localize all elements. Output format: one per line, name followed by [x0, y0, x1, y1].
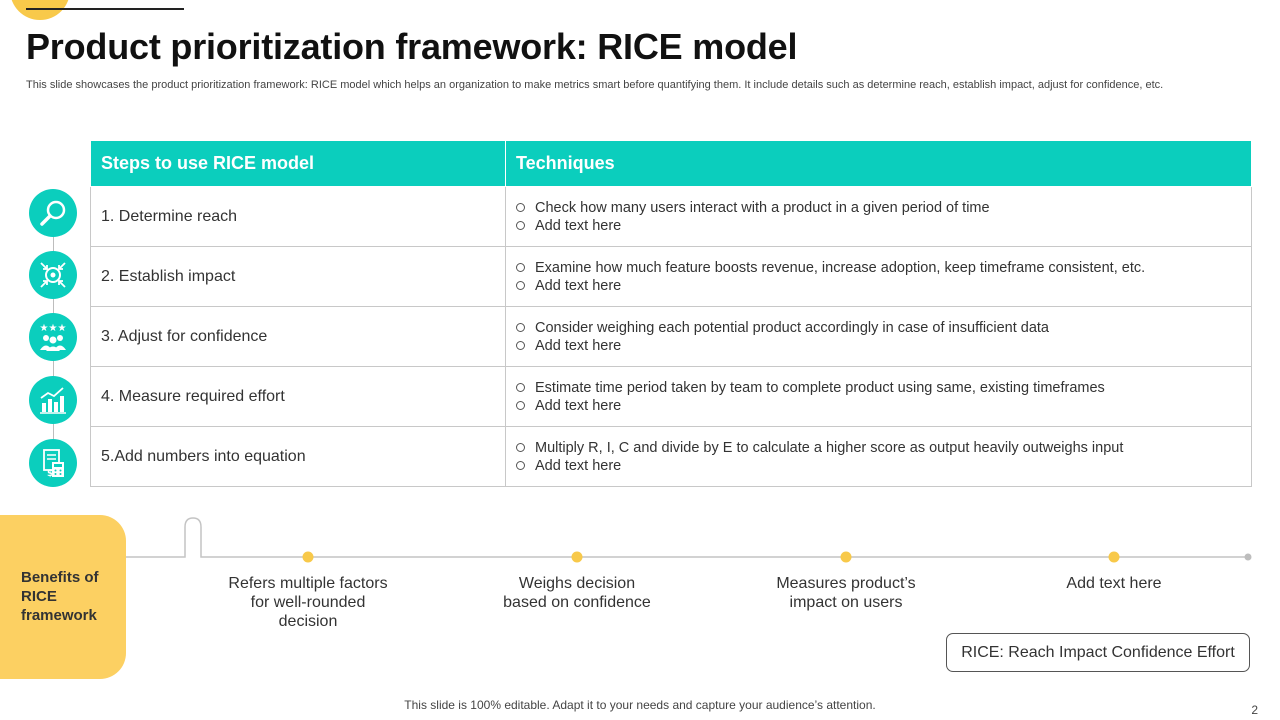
header-techniques: Techniques: [506, 141, 1252, 187]
rice-acronym-note: RICE: Reach Impact Confidence Effort: [946, 633, 1250, 672]
svg-text:★★★: ★★★: [39, 323, 67, 334]
benefit-item: Weighs decision based on confidence: [503, 575, 651, 611]
timeline-dot: [1109, 552, 1120, 563]
step-cell: 3. Adjust for confidence: [91, 307, 506, 367]
step-cell: 1. Determine reach: [91, 187, 506, 247]
technique-text: Examine how much feature boosts revenue, increase adoption, keep timeframe consistent, etc.: [535, 259, 1146, 276]
header-steps: Steps to use RICE model: [91, 141, 506, 187]
timeline-dot: [572, 552, 583, 563]
benefit-item: Add text here: [1066, 575, 1162, 592]
step-cell: 4. Measure required effort: [91, 367, 506, 427]
page-title: Product prioritization framework: RICE model: [26, 26, 798, 67]
benefit-item: Measures product’s impact on users: [776, 575, 916, 611]
technique-text: Add text here: [535, 277, 622, 294]
benefit-item: Refers multiple factors for well-rounded decision: [228, 575, 388, 630]
step-cell: 2. Establish impact: [91, 247, 506, 307]
technique-text: Add text here: [535, 457, 622, 474]
timeline-dot: [841, 552, 852, 563]
page-number: 2: [1251, 703, 1258, 717]
slide-subtitle: This slide showcases the product prioritization framework: RICE model which helps an organization to make metrics smart before quantifying them. It include details such as determine reach, establish impact, adjust for confidence, etc.: [26, 79, 1164, 91]
technique-text: Add text here: [535, 397, 622, 414]
technique-text: Add text here: [535, 217, 622, 234]
svg-text:$: $: [47, 469, 54, 479]
technique-text: Estimate time period taken by team to complete product using same, existing timeframes: [535, 379, 1105, 396]
timeline-end-dot: [1245, 554, 1252, 561]
technique-text: Consider weighing each potential product accordingly in case of insufficient data: [535, 319, 1049, 336]
timeline-dot: [303, 552, 314, 563]
technique-text: Add text here: [535, 337, 622, 354]
timeline-line: [126, 518, 1248, 557]
step-cell: 5.Add numbers into equation: [91, 427, 506, 487]
technique-text: Multiply R, I, C and divide by E to calculate a higher score as output heavily outweighs input: [535, 439, 1124, 456]
footer-text: This slide is 100% editable. Adapt it to your needs and capture your audience’s attention.: [404, 698, 876, 712]
benefits-title: Benefits of RICE framework: [21, 569, 99, 624]
technique-text: Check how many users interact with a product in a given period of time: [535, 199, 990, 216]
